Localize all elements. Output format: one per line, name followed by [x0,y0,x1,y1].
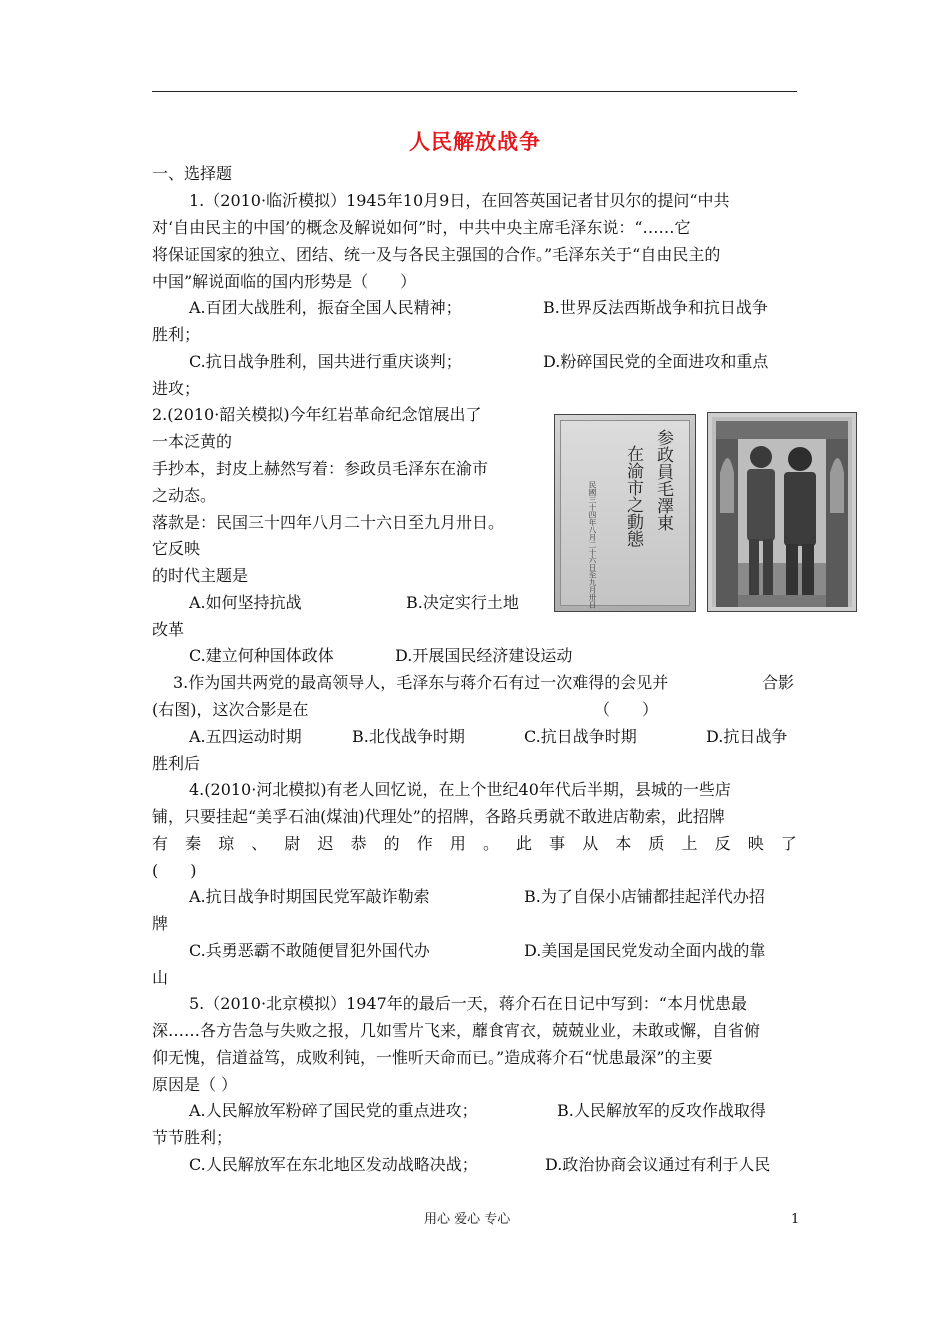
q4-char: 恭 [350,834,367,853]
footer-motto: 用心 爱心 专心 [424,1212,511,1227]
q5-option-d: D.政治协商会议通过有利于人民 [545,1155,771,1174]
q4-option-b-cont: 牌 [152,914,169,933]
q3-option-b: B.北伐战争时期 [352,727,465,746]
leaders-photo [707,412,857,612]
q1-option-d: D.粉碎国民党的全面进攻和重点 [543,352,769,371]
q4-option-b: B.为了自保小店铺都挂起洋代办招 [524,887,765,906]
q1-option-b: B.世界反法西斯战争和抗日战争 [543,298,768,317]
q4-char: 迟 [317,834,334,853]
q1-option-d-cont: 进攻； [152,379,201,398]
q4-option-d-cont: 山 [152,968,169,987]
q3-option-d-cont: 胜利后 [152,754,201,773]
q4-option-c: C.兵勇恶霸不敢随便冒犯外国代办 [189,941,430,960]
q1-line-3: 将保证国家的独立、团结、统一及与各民主强国的合作。”毛泽东关于“自由民主的 [152,245,721,264]
q4-char: 作 [416,834,433,853]
page-title: 人民解放战争 [409,130,541,154]
q2-line-4: 之动态。 [152,486,217,505]
q1-option-b-cont: 胜利； [152,325,201,344]
q2-option-b: B.决定实行土地 [406,593,519,612]
leaders-photo-illustration [708,413,856,611]
q5-line-4: 原因是（ ） [152,1075,238,1094]
q2-line-5: 落款是：民国三十四年八月二十六日至九月卅日。 [152,513,505,532]
q4-char: 映 [747,834,764,853]
q4-char: 上 [681,834,698,853]
q3-answer-bracket: （ ） [594,700,659,719]
q4-char: 尉 [284,834,301,853]
q5-option-a: A.人民解放军粉碎了国民党的重点进攻； [189,1101,478,1120]
q1-option-a: A.百团大战胜利，振奋全国人民精神； [189,298,462,317]
q5-line-3: 仰无愧，信道益笃，成败利钝，一惟听天命而已。”造成蒋介石“忧患最深”的主要 [152,1048,713,1067]
q5-option-b: B.人民解放军的反攻作战取得 [557,1101,766,1120]
manuscript-date-col: 民國三十四年八月二十六日至九月卅日 [588,481,597,609]
q4-char: 。 [482,834,499,853]
q4-char: 琼 [218,834,235,853]
q3-line-2: (右图)，这次合影是在 [152,700,309,719]
q4-char: 有 [152,834,169,853]
q4-char: 了 [780,834,797,853]
q1-line-1: 1.（2010·临沂模拟）1945年10月9日，在回答英国记者甘贝尔的提问“中共 [189,191,730,210]
q5-line-1: 5.（2010·北京模拟）1947年的最后一天，蒋介石在日记中写到：“本月忧患最 [189,994,747,1013]
q5-option-b-cont: 节节胜利； [152,1128,233,1147]
q4-option-d: D.美国是国民党发动全面内战的靠 [524,941,766,960]
manuscript-cover-image [554,414,696,612]
q3-option-a: A.五四运动时期 [189,727,302,746]
q2-line-1: 2.(2010·韶关模拟)今年红岩革命纪念馆展出了 [152,405,482,424]
q4-line-4: ( ) [152,861,197,880]
manuscript-title-col1: 参政員毛澤東 [653,429,673,531]
q4-char: 此 [516,834,533,853]
q2-line-3: 手抄本，封皮上赫然写着：参政员毛泽东在渝市 [152,459,489,478]
q4-option-a: A.抗日战争时期国民党军敲诈勒索 [189,887,430,906]
q2-line-6: 它反映 [152,539,201,558]
q2-option-a: A.如何坚持抗战 [189,593,302,612]
section-heading: 一、选择题 [152,164,233,183]
q4-line-1: 4.(2010·河北模拟)有老人回忆说，在上个世纪40年代后半期，县城的一些店 [189,780,731,799]
q2-line-7: 的时代主题是 [152,566,249,585]
q3-line-1-end: 合影 [762,673,795,692]
q4-char: 事 [549,834,566,853]
q5-option-c: C.人民解放军在东北地区发动战略决战； [189,1155,478,1174]
q4-char: 秦 [185,834,202,853]
q3-line-1: 3.作为国共两党的最高领导人，毛泽东与蒋介石有过一次难得的会见并 [173,673,669,692]
q4-line-2: 铺，只要挂起“美孚石油(煤油)代理处”的招牌，各路兵勇就不敢进店勒索，此招牌 [152,807,725,826]
q3-option-c: C.抗日战争时期 [524,727,637,746]
q4-char: 质 [648,834,665,853]
q4-char: 、 [251,834,268,853]
q5-line-2: 深……各方告急与失败之报，几如雪片飞来，蘼食宵衣，兢兢业业，未敢或懈，自省俯 [152,1021,761,1040]
page-number: 1 [791,1212,800,1227]
q2-option-c: C.建立何种国体政体 [189,646,334,665]
q4-char: 用 [449,834,466,853]
q3-option-d: D.抗日战争 [706,727,788,746]
q2-option-b-cont: 改革 [152,620,185,639]
q2-option-d: D.开展国民经济建设运动 [395,646,573,665]
q4-char: 从 [582,834,599,853]
manuscript-title-col2: 在渝市之動態 [623,445,643,547]
q2-line-2: 一本泛黄的 [152,432,233,451]
header-rule [152,91,797,92]
q4-char: 本 [615,834,632,853]
q1-line-4: 中国”解说面临的国内形势是（ ） [152,272,417,291]
q1-line-2: 对‘自由民主的中国’的概念及解说如何”时，中共中央主席毛泽东说：“……它 [152,218,691,237]
q4-char: 的 [383,834,400,853]
q1-option-c: C.抗日战争胜利，国共进行重庆谈判； [189,352,462,371]
q4-line-3-justified [152,834,797,854]
q4-char: 反 [714,834,731,853]
